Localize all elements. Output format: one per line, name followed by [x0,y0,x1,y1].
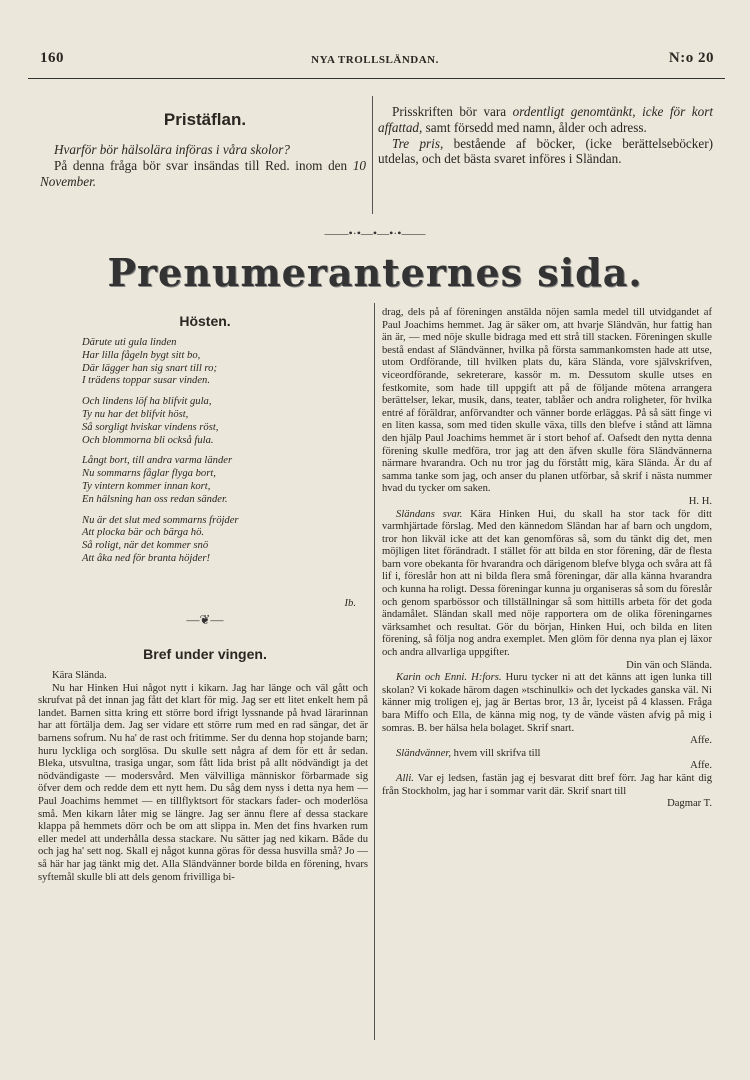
column-rule-top [372,96,373,214]
karin-enni-letter: Karin och Enni. H:fors. Huru tycker ni att det känns att igen lunka till skolan? Vi kokade härom dagen »tschinulki» och det lyckades ganska väl. Ni känner mig troligen ej, jag är Bertas bror, 13 år, lyceist på 4 klassen. Fråga bara Miffo och Ella, de känna mig nog, ty de vände västen afvig på mig i somras. B. ber hälsa hela bolaget. Skrif snart. [382,672,712,734]
pristaflan-rules: Prisskriften bör vara ordentligt genomtänkt, icke för kort affattad, samt försedd med namn, ålder och adress. [378,104,713,135]
pristaflan-question: Hvarför bör hälsolära införas i våra skolor? [54,142,290,157]
poem-signature: Ib. [344,598,356,609]
page-number: 160 [40,50,64,66]
page-title: Prenumeranternes sida. [107,250,643,295]
alli-letter: Alli. Var ej ledsen, fastän jag ej besvarat ditt bref förr. Jag har känt dig från Stockholm, jag har i sommar varit där. Skrif snart till [382,772,712,797]
alli-signature: Dagmar T. [667,798,712,810]
pristaflan-deadline: På denna fråga bör svar insändas till Red. inom den 10 November. [40,157,366,189]
bref-signature: H. H. [688,495,712,507]
pristaflan-prizes: Tre pris, bestående af böcker, (icke berättelseböcker) utdelas, och det bästa svaret införes i Sländan. [378,135,714,167]
poem-stanza: Och lindens löf ha blifvit gula, Ty nu har det blifvit höst, Så sorgligt hviskar vindens röst, Och blommorna bli också fula. [82,396,219,446]
header-rule [28,78,725,79]
issue-number: N:o 20 [668,50,714,66]
pristaflan-right [378,104,713,167]
slandvanner-note: Sländvänner, hvem vill skrifva till [396,747,541,759]
poem-title: Hösten. [179,313,231,329]
ornament-divider: ——•·•—•—•·•—— [324,226,426,240]
poem-stanza: Långt bort, till andra varma länder Nu sommarns fåglar flyga bort, Ty vintern kommer innan kort, En hälsning han oss redan sänder. [82,455,233,505]
bref-body: Nu har Hinken Hui något nytt i kikarn. Jag har länge och väl gått och skrufvat på det innan jag fått det klart för mig. Jag ser ett litet enkelt hem på landet. Barnen sitta kring ett större bord ifrigt lyssnande på hvad lärarinnan har att förtälja dem. Jag ser vidare ett större rum med en rad sängar, det är barnens sofrum. Nu ha' de rast och fritimme. Ser du denna hop stojande barn; huru lyckliga och sorglösa. Du skulle sett några af dem för ett år sedan. Bleka, utsvultna, trasiga ungar, som fått lida brist på allt nödvändigt ja det nödvändigaste — modersvård. Men välvilliga människor förbarmade sig öfver dem och redde dem ett nytt hem. Du såg dem nyss i detta nya hem — Paul Joachims hemmet — en tillflyktsort för stackars fader- och moderlösa små. Men kikarn låter mig se längre. Jag ser ännu flere af dessa stackare klappa på hemmets dörr och be om att slippa in. Men det fins hvarken rum eller medel att underhålla dessa stackare. Nu sätter jag ned kikarn. Både du och jag ha' sett nog. Skall ej något kunna göras för dessa husvilla små? Jo — så här har jag tänkt mig det. Alla Sländvänner borde bilda en förening, hvars syftemål skulle bli att dels genom frivilliga bi- [38,682,368,883]
column-rule-main [374,303,375,1040]
journal-name: NYA TROLLSLÄNDAN. [311,54,439,66]
slandans-svar: Sländans svar. Kära Hinken Hui, du skall ha stor tack för ditt varmhjärtade förslag. Med den kännedom Sländan har af barn och ungdom, tror hon likväl icke att det kan genomföras så, som du tänkt dig det, men möjligen litet förändradt. I stället för att bilda en stor förening, där de flesta barn vore obekanta för hvarandra och därigenom blefve blyga och svåra att få lif i, föreslår hon att ni bilda flera små föreningar, där alla känna hvarandra och kunna ha roligt. Dessa föreningar kunna ju organiseras så som du föreslår och genom sparbössor och tillställningar så som hittills arbeta för det goda ändamålet. Sländan skall med nöje rapportera om de olika föreningarnes värksamhet och resultat. Gör du början, Hinken Hui, och bilda en liten förening, så följa nog andra exemplet. Men glöm för denna nya plan ej läxor och andra allvarliga uppgifter. [382,508,712,659]
bref-greeting: Kära Slända. [52,670,107,681]
karin-enni-signature: Affe. [690,735,712,747]
right-column [382,307,712,811]
poem-stanza: Nu är det slut med sommarns fröjder Att plocka bär och bärga hö. Så roligt, när det kommer snö Att åka ned för branta höjder! [82,514,239,564]
pristaflan-title: Pristäflan. [163,110,247,129]
slandvanner-signature: Affe. [690,760,712,772]
bref-title: Bref under vingen. [143,646,267,662]
ornament-vignette: —❦— [186,612,224,627]
pristaflan-left [40,142,366,189]
poem [82,337,352,574]
poem-stanza: Därute uti gula linden Har lilla fågeln bygt sitt bo, Där lägger han sig snart till ro; I trädens toppar susar vinden. [82,337,217,387]
bref-continuation: drag, dels på af föreningen anstälda nöjen samla medel till utvidgandet af Paul Joachims hemmet. Jag är säker om, att hvarje Sländvän, hur fattig han än är, — med nöje skulle bidraga med ett strå till stacken. Föreningen skulle bestå endast af Sländvänner, hvilka på första sammankomsten hade att utse, utom Ordförande, till hvilken plats du, kära Slända, vore självskrifven, viceordförande, sekreterare, kassör m. m. Dessutom skulle utses en festkomite, som hade till uppgift att på de följande mötena arrangera berättelser, lekar, musik, dans, teater, tablåer och andra roligheter, för hvilka entré af föräldrar, anförvandter och vänner borde erläggas. På så sätt finge vi en liten kassa, som med tiden skulle växa, tills den blefve i stånd att lämna den hjälp Paul Joachims hemmet är i stort behof af. Oafsedt den nytta denna förening skulle medföra, tror jag att den äfven skulle föra Sländvännerna närmare hvarandra. Och nu tror jag du förstått mig, kära Slända. Är du af samma tanke som jag, och anser du planen utförbar, så skrif i nästa nummer hvad du tycker om saken. [382,307,712,495]
slandans-svar-signature: Din vän och Slända. [626,659,712,671]
bref-letter [38,670,368,884]
